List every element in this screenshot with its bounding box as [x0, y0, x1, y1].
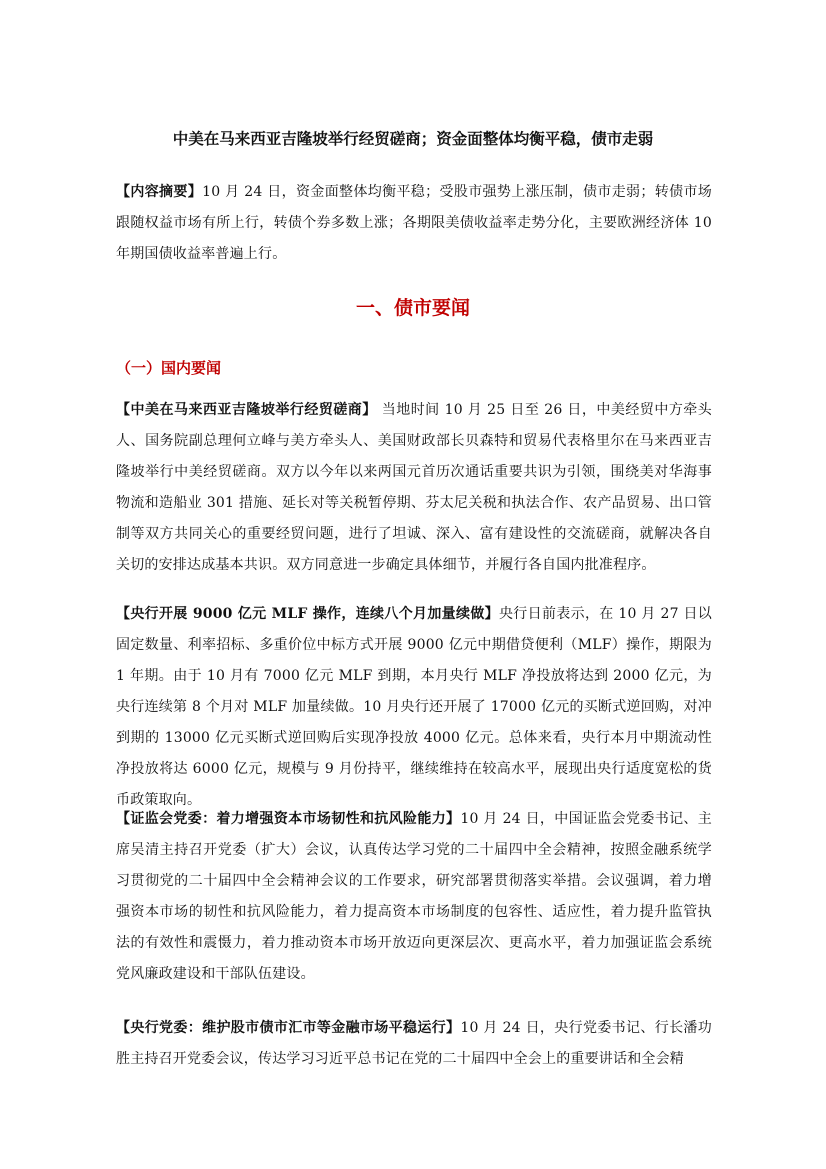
- news-item-trade-talks: [116, 395, 712, 581]
- summary-lead: 【内容摘要】: [116, 184, 203, 200]
- summary-paragraph: [116, 177, 712, 270]
- news-item-headline: 【央行开展 9000 亿元 MLF 操作，连续八个月加量续做】: [116, 606, 499, 622]
- news-item-body: 央行日前表示，在 10 月 27 日以固定数量、利率招标、多重价位中标方式开展 9000 亿元中期借贷便利（MLF）操作，期限为 1 年期。由于 10 月有 7000 亿元 MLF 到期，本月央行 MLF 净投放将达到 2000 亿元，为央行连续第 8 个月对 MLF 加量续做。10 月央行还开展了 17000 亿元的买断式逆回购，对冲到期的 13000 亿元买断式逆回购后实现净投放 4000 亿元。总体来看，央行本月中期流动性净投放将达 6000 亿元，规模与 9 月份持平，继续维持在较高水平，展现出央行适度宽松的货币政策取向。: [116, 606, 712, 808]
- news-item-body: 10 月 24 日，中国证监会党委书记、主席吴清主持召开党委（扩大）会议，认真传达学习党的二十届四中全会精神，按照金融系统学习贯彻党的二十届四中全会精神会议的工作要求，研究部署贯彻落实举措。会议强调，着力增强资本市场的韧性和抗风险能力，着力提高资本市场制度的包容性、适应性，着力提升监管执法的有效性和震慑力，着力推动资本市场开放迈向更深层次、更高水平，着力加强证监会系统党风廉政建设和干部队伍建设。: [116, 811, 712, 982]
- summary-text: 10 月 24 日，资金面整体均衡平稳；受股市强势上涨压制，债市走弱；转债市场跟随权益市场有所上行，转债个券多数上涨；各期限美债收益率走势分化，主要欧洲经济体 10 年期国债收益率普遍上行。: [116, 184, 713, 262]
- news-item-body: 10 月 24 日，央行党委书记、行长潘功胜主持召开党委会议，传达学习习近平总书记在党的二十届四中全会上的重要讲话和全会精: [116, 1020, 712, 1067]
- document-title: 中美在马来西亚吉隆坡举行经贸磋商；资金面整体均衡平稳，债市走弱: [172, 129, 654, 148]
- news-item-pboc: [116, 1013, 712, 1075]
- sub-heading: （一）国内要闻: [116, 359, 222, 377]
- news-item-body: 当地时间 10 月 25 日至 26 日，中美经贸中方牵头人、国务院副总理何立峰与美方牵头人、美国财政部长贝森特和贸易代表格里尔在马来西亚吉隆坡举行中美经贸磋商。双方以今年以来两国元首历次通话重要共识为引领，围绕美对华海事物流和造船业 301 措施、延长对等关税暂停期、芬太尼关税和执法合作、农产品贸易、出口管制等双方共同关心的重要经贸问题，进行了坦诚、深入、富有建设性的交流磋商，就解决各自关切的安排达成基本共识。双方同意进一步确定具体细节，并履行各自国内批准程序。: [116, 402, 712, 573]
- news-item-mlf-operation: [116, 599, 712, 816]
- news-item-headline: 【证监会党委：着力增强资本市场韧性和抗风险能力】: [116, 811, 461, 827]
- news-item-headline: 【央行党委：维护股市债市汇市等金融市场平稳运行】: [116, 1020, 461, 1036]
- news-item-csrc: [116, 804, 712, 990]
- news-item-headline: 【中美在马来西亚吉隆坡举行经贸磋商】: [116, 402, 377, 418]
- section-heading: 一、债市要闻: [355, 297, 470, 319]
